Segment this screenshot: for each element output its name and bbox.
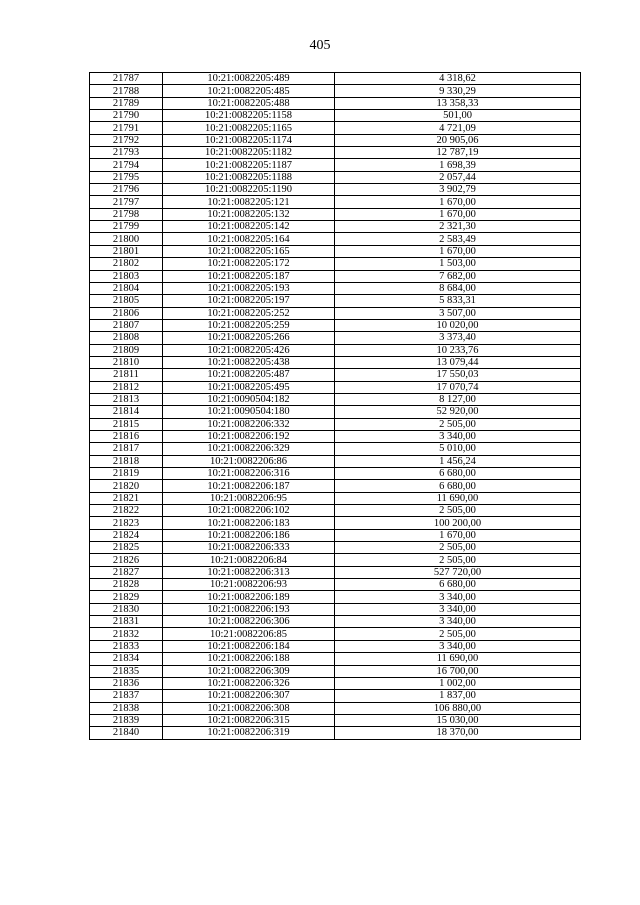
- cadastral-value-cell: 3 340,00: [335, 591, 581, 603]
- cadastral-number-cell: 10:21:0082206:309: [163, 665, 335, 677]
- cadastral-number-cell: 10:21:0082205:495: [163, 381, 335, 393]
- row-number-cell: 21834: [90, 653, 163, 665]
- cadastral-number-cell: 10:21:0082205:259: [163, 319, 335, 331]
- table-row: [90, 665, 581, 677]
- table-row: [90, 233, 581, 245]
- row-number-cell: 21794: [90, 159, 163, 171]
- row-number-cell: 21814: [90, 406, 163, 418]
- cadastral-number-cell: 10:21:0090504:180: [163, 406, 335, 418]
- table-row: [90, 159, 581, 171]
- cadastral-value-cell: 8 684,00: [335, 282, 581, 294]
- cadastral-number-cell: 10:21:0082206:184: [163, 640, 335, 652]
- row-number-cell: 21829: [90, 591, 163, 603]
- row-number-cell: 21787: [90, 73, 163, 85]
- row-number-cell: 21806: [90, 307, 163, 319]
- table-row: [90, 505, 581, 517]
- row-number-cell: 21795: [90, 171, 163, 183]
- cadastral-value-table: [89, 72, 581, 740]
- table-row: [90, 344, 581, 356]
- cadastral-number-cell: 10:21:0082206:315: [163, 714, 335, 726]
- cadastral-number-cell: 10:21:0082206:306: [163, 616, 335, 628]
- row-number-cell: 21823: [90, 517, 163, 529]
- cadastral-number-cell: 10:21:0082205:172: [163, 258, 335, 270]
- cadastral-number-cell: 10:21:0082206:183: [163, 517, 335, 529]
- cadastral-value-cell: 4 721,09: [335, 122, 581, 134]
- table-row: [90, 270, 581, 282]
- cadastral-value-cell: 2 505,00: [335, 418, 581, 430]
- cadastral-value-cell: 11 690,00: [335, 492, 581, 504]
- table-row: [90, 566, 581, 578]
- row-number-cell: 21790: [90, 110, 163, 122]
- table-row: [90, 295, 581, 307]
- table-row: [90, 258, 581, 270]
- cadastral-number-cell: 10:21:0082206:189: [163, 591, 335, 603]
- cadastral-value-cell: 10 233,76: [335, 344, 581, 356]
- cadastral-number-cell: 10:21:0082206:192: [163, 430, 335, 442]
- cadastral-value-cell: 100 200,00: [335, 517, 581, 529]
- cadastral-number-cell: 10:21:0082205:197: [163, 295, 335, 307]
- table-row: [90, 616, 581, 628]
- row-number-cell: 21793: [90, 147, 163, 159]
- cadastral-value-cell: 20 905,06: [335, 134, 581, 146]
- cadastral-number-cell: 10:21:0082205:1182: [163, 147, 335, 159]
- cadastral-number-cell: 10:21:0082206:329: [163, 443, 335, 455]
- cadastral-value-cell: 106 880,00: [335, 702, 581, 714]
- row-number-cell: 21799: [90, 221, 163, 233]
- table-row: [90, 208, 581, 220]
- cadastral-value-cell: 2 505,00: [335, 505, 581, 517]
- cadastral-value-cell: 4 318,62: [335, 73, 581, 85]
- cadastral-number-cell: 10:21:0082205:485: [163, 85, 335, 97]
- cadastral-number-cell: 10:21:0090504:182: [163, 393, 335, 405]
- row-number-cell: 21791: [90, 122, 163, 134]
- table-row: [90, 282, 581, 294]
- cadastral-value-cell: 3 340,00: [335, 430, 581, 442]
- cadastral-number-cell: 10:21:0082205:1165: [163, 122, 335, 134]
- table-body: [90, 73, 581, 740]
- table-row: [90, 332, 581, 344]
- cadastral-number-cell: 10:21:0082205:187: [163, 270, 335, 282]
- row-number-cell: 21822: [90, 505, 163, 517]
- table-row: [90, 653, 581, 665]
- row-number-cell: 21788: [90, 85, 163, 97]
- row-number-cell: 21804: [90, 282, 163, 294]
- table-row: [90, 122, 581, 134]
- row-number-cell: 21798: [90, 208, 163, 220]
- row-number-cell: 21820: [90, 480, 163, 492]
- row-number-cell: 21816: [90, 430, 163, 442]
- cadastral-value-cell: 1 670,00: [335, 245, 581, 257]
- cadastral-value-cell: 6 680,00: [335, 579, 581, 591]
- cadastral-number-cell: 10:21:0082205:487: [163, 369, 335, 381]
- row-number-cell: 21796: [90, 184, 163, 196]
- table-row: [90, 319, 581, 331]
- cadastral-value-cell: 13 079,44: [335, 356, 581, 368]
- cadastral-number-cell: 10:21:0082205:489: [163, 73, 335, 85]
- table-row: [90, 468, 581, 480]
- cadastral-number-cell: 10:21:0082206:313: [163, 566, 335, 578]
- cadastral-value-cell: 6 680,00: [335, 468, 581, 480]
- row-number-cell: 21840: [90, 727, 163, 739]
- row-number-cell: 21835: [90, 665, 163, 677]
- table-row: [90, 677, 581, 689]
- table-row: [90, 393, 581, 405]
- row-number-cell: 21819: [90, 468, 163, 480]
- cadastral-value-cell: 1 002,00: [335, 677, 581, 689]
- cadastral-value-cell: 12 787,19: [335, 147, 581, 159]
- row-number-cell: 21831: [90, 616, 163, 628]
- row-number-cell: 21805: [90, 295, 163, 307]
- table-row: [90, 542, 581, 554]
- cadastral-number-cell: 10:21:0082206:332: [163, 418, 335, 430]
- row-number-cell: 21789: [90, 97, 163, 109]
- cadastral-value-cell: 3 340,00: [335, 640, 581, 652]
- cadastral-number-cell: 10:21:0082206:193: [163, 603, 335, 615]
- row-number-cell: 21821: [90, 492, 163, 504]
- row-number-cell: 21807: [90, 319, 163, 331]
- cadastral-number-cell: 10:21:0082206:307: [163, 690, 335, 702]
- cadastral-value-cell: 1 503,00: [335, 258, 581, 270]
- cadastral-number-cell: 10:21:0082205:193: [163, 282, 335, 294]
- row-number-cell: 21810: [90, 356, 163, 368]
- cadastral-value-cell: 8 127,00: [335, 393, 581, 405]
- row-number-cell: 21797: [90, 196, 163, 208]
- row-number-cell: 21827: [90, 566, 163, 578]
- row-number-cell: 21837: [90, 690, 163, 702]
- cadastral-value-cell: 2 057,44: [335, 171, 581, 183]
- table-row: [90, 418, 581, 430]
- table-row: [90, 184, 581, 196]
- cadastral-value-cell: 1 670,00: [335, 196, 581, 208]
- table-row: [90, 554, 581, 566]
- table-row: [90, 714, 581, 726]
- table-row: [90, 73, 581, 85]
- cadastral-value-cell: 3 507,00: [335, 307, 581, 319]
- row-number-cell: 21812: [90, 381, 163, 393]
- cadastral-number-cell: 10:21:0082205:1188: [163, 171, 335, 183]
- row-number-cell: 21836: [90, 677, 163, 689]
- cadastral-value-cell: 2 321,30: [335, 221, 581, 233]
- cadastral-number-cell: 10:21:0082206:86: [163, 455, 335, 467]
- row-number-cell: 21826: [90, 554, 163, 566]
- cadastral-value-cell: 3 902,79: [335, 184, 581, 196]
- table-row: [90, 147, 581, 159]
- row-number-cell: 21833: [90, 640, 163, 652]
- table-row: [90, 727, 581, 739]
- cadastral-number-cell: 10:21:0082206:85: [163, 628, 335, 640]
- table-row: [90, 85, 581, 97]
- table-row: [90, 443, 581, 455]
- table-row: [90, 702, 581, 714]
- row-number-cell: 21832: [90, 628, 163, 640]
- cadastral-value-cell: 1 698,39: [335, 159, 581, 171]
- table-row: [90, 196, 581, 208]
- cadastral-value-cell: 1 837,00: [335, 690, 581, 702]
- cadastral-number-cell: 10:21:0082206:84: [163, 554, 335, 566]
- cadastral-value-cell: 10 020,00: [335, 319, 581, 331]
- cadastral-number-cell: 10:21:0082205:1190: [163, 184, 335, 196]
- cadastral-value-cell: 3 373,40: [335, 332, 581, 344]
- row-number-cell: 21838: [90, 702, 163, 714]
- row-number-cell: 21817: [90, 443, 163, 455]
- table-row: [90, 455, 581, 467]
- cadastral-number-cell: 10:21:0082205:121: [163, 196, 335, 208]
- table-row: [90, 591, 581, 603]
- table-row: [90, 628, 581, 640]
- cadastral-value-cell: 17 070,74: [335, 381, 581, 393]
- cadastral-number-cell: 10:21:0082205:252: [163, 307, 335, 319]
- cadastral-number-cell: 10:21:0082205:426: [163, 344, 335, 356]
- table-row: [90, 110, 581, 122]
- cadastral-value-cell: 13 358,33: [335, 97, 581, 109]
- page-number: 405: [309, 38, 331, 53]
- cadastral-number-cell: 10:21:0082205:488: [163, 97, 335, 109]
- table-row: [90, 245, 581, 257]
- cadastral-number-cell: 10:21:0082205:1187: [163, 159, 335, 171]
- cadastral-value-cell: 1 670,00: [335, 529, 581, 541]
- row-number-cell: 21802: [90, 258, 163, 270]
- row-number-cell: 21818: [90, 455, 163, 467]
- table-row: [90, 640, 581, 652]
- cadastral-number-cell: 10:21:0082205:438: [163, 356, 335, 368]
- cadastral-number-cell: 10:21:0082206:95: [163, 492, 335, 504]
- row-number-cell: 21825: [90, 542, 163, 554]
- cadastral-value-cell: 2 583,49: [335, 233, 581, 245]
- table-row: [90, 517, 581, 529]
- cadastral-value-cell: 2 505,00: [335, 554, 581, 566]
- cadastral-value-cell: 501,00: [335, 110, 581, 122]
- row-number-cell: 21792: [90, 134, 163, 146]
- row-number-cell: 21803: [90, 270, 163, 282]
- cadastral-value-cell: 1 456,24: [335, 455, 581, 467]
- cadastral-value-cell: 3 340,00: [335, 616, 581, 628]
- cadastral-value-cell: 16 700,00: [335, 665, 581, 677]
- row-number-cell: 21800: [90, 233, 163, 245]
- table-row: [90, 690, 581, 702]
- table-row: [90, 369, 581, 381]
- cadastral-value-cell: 5 010,00: [335, 443, 581, 455]
- cadastral-value-cell: 6 680,00: [335, 480, 581, 492]
- table-row: [90, 356, 581, 368]
- table-row: [90, 492, 581, 504]
- cadastral-value-cell: 17 550,03: [335, 369, 581, 381]
- cadastral-value-cell: 1 670,00: [335, 208, 581, 220]
- row-number-cell: 21824: [90, 529, 163, 541]
- cadastral-number-cell: 10:21:0082206:316: [163, 468, 335, 480]
- cadastral-number-cell: 10:21:0082205:132: [163, 208, 335, 220]
- cadastral-number-cell: 10:21:0082206:188: [163, 653, 335, 665]
- cadastral-value-cell: 18 370,00: [335, 727, 581, 739]
- cadastral-number-cell: 10:21:0082206:187: [163, 480, 335, 492]
- table-row: [90, 221, 581, 233]
- cadastral-value-cell: 11 690,00: [335, 653, 581, 665]
- cadastral-value-cell: 5 833,31: [335, 295, 581, 307]
- cadastral-number-cell: 10:21:0082206:326: [163, 677, 335, 689]
- cadastral-number-cell: 10:21:0082206:93: [163, 579, 335, 591]
- row-number-cell: 21839: [90, 714, 163, 726]
- cadastral-number-cell: 10:21:0082205:142: [163, 221, 335, 233]
- table-row: [90, 406, 581, 418]
- cadastral-value-cell: 15 030,00: [335, 714, 581, 726]
- row-number-cell: 21808: [90, 332, 163, 344]
- row-number-cell: 21811: [90, 369, 163, 381]
- cadastral-value-cell: 9 330,29: [335, 85, 581, 97]
- table-row: [90, 603, 581, 615]
- cadastral-value-cell: 2 505,00: [335, 628, 581, 640]
- table-row: [90, 381, 581, 393]
- table-row: [90, 97, 581, 109]
- row-number-cell: 21830: [90, 603, 163, 615]
- cadastral-value-cell: 7 682,00: [335, 270, 581, 282]
- row-number-cell: 21815: [90, 418, 163, 430]
- cadastral-number-cell: 10:21:0082206:186: [163, 529, 335, 541]
- table-row: [90, 171, 581, 183]
- cadastral-number-cell: 10:21:0082206:333: [163, 542, 335, 554]
- table-row: [90, 430, 581, 442]
- cadastral-number-cell: 10:21:0082206:102: [163, 505, 335, 517]
- table-row: [90, 529, 581, 541]
- row-number-cell: 21809: [90, 344, 163, 356]
- table-row: [90, 134, 581, 146]
- table-row: [90, 480, 581, 492]
- table-row: [90, 307, 581, 319]
- row-number-cell: 21813: [90, 393, 163, 405]
- cadastral-number-cell: 10:21:0082205:1174: [163, 134, 335, 146]
- cadastral-value-cell: 527 720,00: [335, 566, 581, 578]
- row-number-cell: 21801: [90, 245, 163, 257]
- cadastral-number-cell: 10:21:0082206:308: [163, 702, 335, 714]
- cadastral-number-cell: 10:21:0082206:319: [163, 727, 335, 739]
- cadastral-number-cell: 10:21:0082205:1158: [163, 110, 335, 122]
- row-number-cell: 21828: [90, 579, 163, 591]
- cadastral-number-cell: 10:21:0082205:266: [163, 332, 335, 344]
- table-row: [90, 579, 581, 591]
- cadastral-value-cell: 2 505,00: [335, 542, 581, 554]
- cadastral-value-cell: 3 340,00: [335, 603, 581, 615]
- cadastral-value-cell: 52 920,00: [335, 406, 581, 418]
- cadastral-number-cell: 10:21:0082205:165: [163, 245, 335, 257]
- cadastral-number-cell: 10:21:0082205:164: [163, 233, 335, 245]
